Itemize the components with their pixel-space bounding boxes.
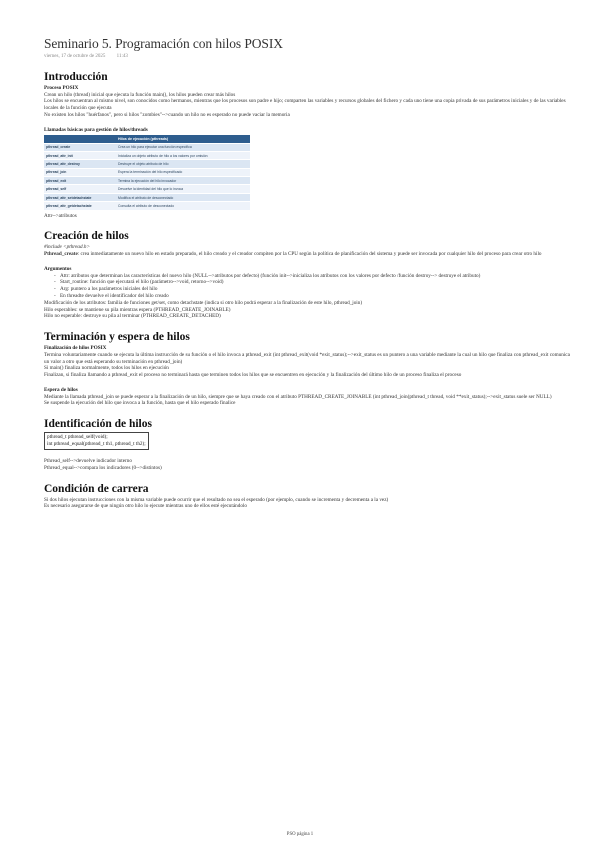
subheading-argumentos: Argumentos — [44, 265, 72, 272]
table-cell-function: pthread_attr_setdetachstate — [44, 193, 116, 201]
section-identificacion — [44, 418, 574, 472]
table-heading: Llamadas básicas para gestión de hilos/threads — [44, 126, 148, 133]
list-item: - Arg: puntero a los parámetros iniciales del hilo — [60, 286, 574, 293]
table-row — [44, 160, 250, 168]
paragraph: Termina voluntariamente cuando se ejecuta la última instrucción de su función o el hilo invoca a pthread_exit (int pthread_exit(void *exit_status);-->exit_status es un puntero a una variable mediante la cual un hilo que finaliza con pthread_exit comunica un valor a otro que está esperando su terminación en pthread_join) — [44, 351, 570, 365]
subheading-proceso-posix: Proceso POSIX — [44, 85, 79, 91]
table-cell-function: pthread_attr_destroy — [44, 160, 116, 168]
table-cell-description: Consulta el atributo de desconectado — [116, 202, 250, 210]
section-creacion — [44, 230, 574, 320]
table-cell-description: Devuelve la identidad del hilo que lo invoca — [116, 185, 250, 193]
table-cell-function: pthread_attr_getdetachstate — [44, 202, 116, 210]
table-row — [44, 193, 250, 201]
paragraph: Si dos hilos ejecutan instrucciones con la misma variable puede ocurrir que el resultado no sea el esperado (por ejemplo, cuando se incrementa y decrementa a la vez) — [44, 496, 389, 503]
paragraph: Finalizan, si finaliza llamando a pthread_exit el proceso no terminará hasta que terminen todos los hilos que se encuentren en ejecución y la finalización del último hilo de un proceso finaliza el proceso — [44, 372, 462, 379]
paragraph: Attr-->atributos — [44, 212, 77, 219]
paragraph: Modificación de los atributos: familia de funciones get/set, como detachstate (indica si otro hilo podrá esperar a la finalización de este hilo, pthread_join) — [44, 299, 363, 306]
table-cell-function: pthread_exit — [44, 177, 116, 185]
paragraph: Hilo no esperable: destruye su pila al terminar (PTHREAD_CREATE_DETACHED) — [44, 313, 221, 320]
subheading-espera: Espera de hilos — [44, 386, 78, 393]
table-header-cell: Hilos de ejecución (pthreads) — [116, 135, 250, 143]
heading-terminacion: Terminación y espera de hilos — [44, 331, 190, 344]
table-cell-description: Espera la terminación del hilo especificado — [116, 168, 250, 176]
table-cell-description: Destruye el objeto atributo de hilo — [116, 160, 250, 168]
table-row — [44, 202, 250, 210]
table-cell-function: pthread_self — [44, 185, 116, 193]
page-time: 11:43 — [116, 54, 128, 59]
paragraph: Hilo esperables: se mantiene su pila mientras espera (PTHREAD_CREATE_JOINABLE) — [44, 306, 231, 313]
table-row — [44, 185, 250, 193]
paragraph: Mediante la llamada pthread_join se puede esperar a la finalización de un hilo, siempre que se haya creado con el atributo PTHREAD_CREATE_JOINABLE (int pthread_join(pthread_t thread, void **exit_status);-->exit_status suele ser NULL) — [44, 393, 552, 400]
list-item: - En threadte devuelve el identificador del hilo creado — [60, 293, 574, 300]
heading-carrera: Condición de carrera — [44, 482, 149, 495]
paragraph — [44, 251, 574, 258]
table-row — [44, 168, 250, 176]
table-cell-description: Inicializa un objeto atributo de hilo a los valores por omisión — [116, 151, 250, 159]
table-cell-description: Termina la ejecución del hilo invocador — [116, 177, 250, 185]
pthread-calls-table — [44, 135, 250, 209]
table-cell-function: pthread_join — [44, 168, 116, 176]
page-title: Seminario 5. Programación con hilos POSIX — [44, 36, 283, 51]
heading-introduccion: Introducción — [44, 71, 108, 83]
paragraph: Los hilos se encuentran al mismo nivel, son conocidos como hermanos, mientras que los procesos son padre e hijo; comparten las variables y recursos globales del fichero y cada uno tiene una copia privada de sus parámetros iniciales y de las variables locales de la función que ejecuta — [44, 98, 566, 112]
list-item: - Attr: atributos que determinan las características del nuevo hilo (NULL-->atributos por defecto) (función init-->inicializa los atributos con los valores por defecto /función destroy--> destruye el atributo) — [60, 273, 574, 280]
page-meta — [44, 54, 574, 59]
section-terminacion — [44, 331, 574, 407]
paragraph: Es necesario asegurarse de que ningún otro hilo lo ejecute mientras uno de ellos esté ejecutándolo — [44, 503, 247, 510]
list-item: - Start_routine: función que ejecutará el hilo (parámetro-->void, retorno-->void) — [60, 279, 574, 286]
subheading-finalizacion: Finalización de hilos POSIX — [44, 345, 107, 352]
table-header-cell — [44, 135, 116, 143]
paragraph: Crean un hilo (thread) inicial que ejecuta la función main(), los hilos pueden crear más hilos — [44, 91, 236, 98]
paragraph: Si main() finaliza normalmente, todos los hilos en ejecución — [44, 365, 169, 372]
heading-identificacion: Identificación de hilos — [44, 418, 152, 431]
table-cell-function: pthread_attr_init — [44, 151, 116, 159]
paragraph-text: : crea inmediatamente un nuevo hilo en estado preparado, el hilo creado y el creador compiten por la CPU según la política de planificación del sistema y puede ser invocada por cualquier hilo del proceso para crear otro hilo — [77, 251, 542, 258]
include-line: #include <pthread.h> — [44, 244, 90, 251]
table-cell-description: Modifica el atributo de desconectado — [116, 193, 250, 201]
arguments-list — [44, 273, 574, 300]
term-pthread-create: Pthread_create — [44, 251, 78, 258]
paragraph: Se suspende la ejecución del hilo que invoca a la función, hasta que el hilo esperado finalice — [44, 400, 236, 407]
table-cell-function: pthread_create — [44, 143, 116, 151]
table-cell-description: Crea un hilo para ejecutar una función específica — [116, 143, 250, 151]
table-row — [44, 177, 250, 185]
section-introduccion — [44, 71, 574, 219]
section-carrera — [44, 483, 574, 511]
heading-creacion: Creación de hilos — [44, 230, 129, 243]
table-row — [44, 151, 250, 159]
code-box — [44, 432, 149, 450]
table-row — [44, 143, 250, 151]
table-header-row — [44, 135, 250, 143]
paragraph: No existen los hilos "huérfanos", pero si hilos "zombies"-->cuando un hilo no es esperado no puede vaciar la memoria — [44, 111, 290, 118]
page-date: viernes, 17 de octubre de 2025 — [44, 54, 106, 59]
paragraph: Pthread_equal-->compara los indicadores (0-->distintos) — [44, 464, 162, 471]
paragraph: Pthread_self-->devuelve indicador interno — [44, 458, 132, 465]
code-line: int pthread_equal(pthread_t th1, pthread_t th2); — [47, 441, 146, 448]
code-line: pthread_t pthread_self(void); — [47, 434, 108, 441]
document-page — [44, 36, 574, 510]
page-footer: PSO página 1 — [286, 832, 314, 837]
